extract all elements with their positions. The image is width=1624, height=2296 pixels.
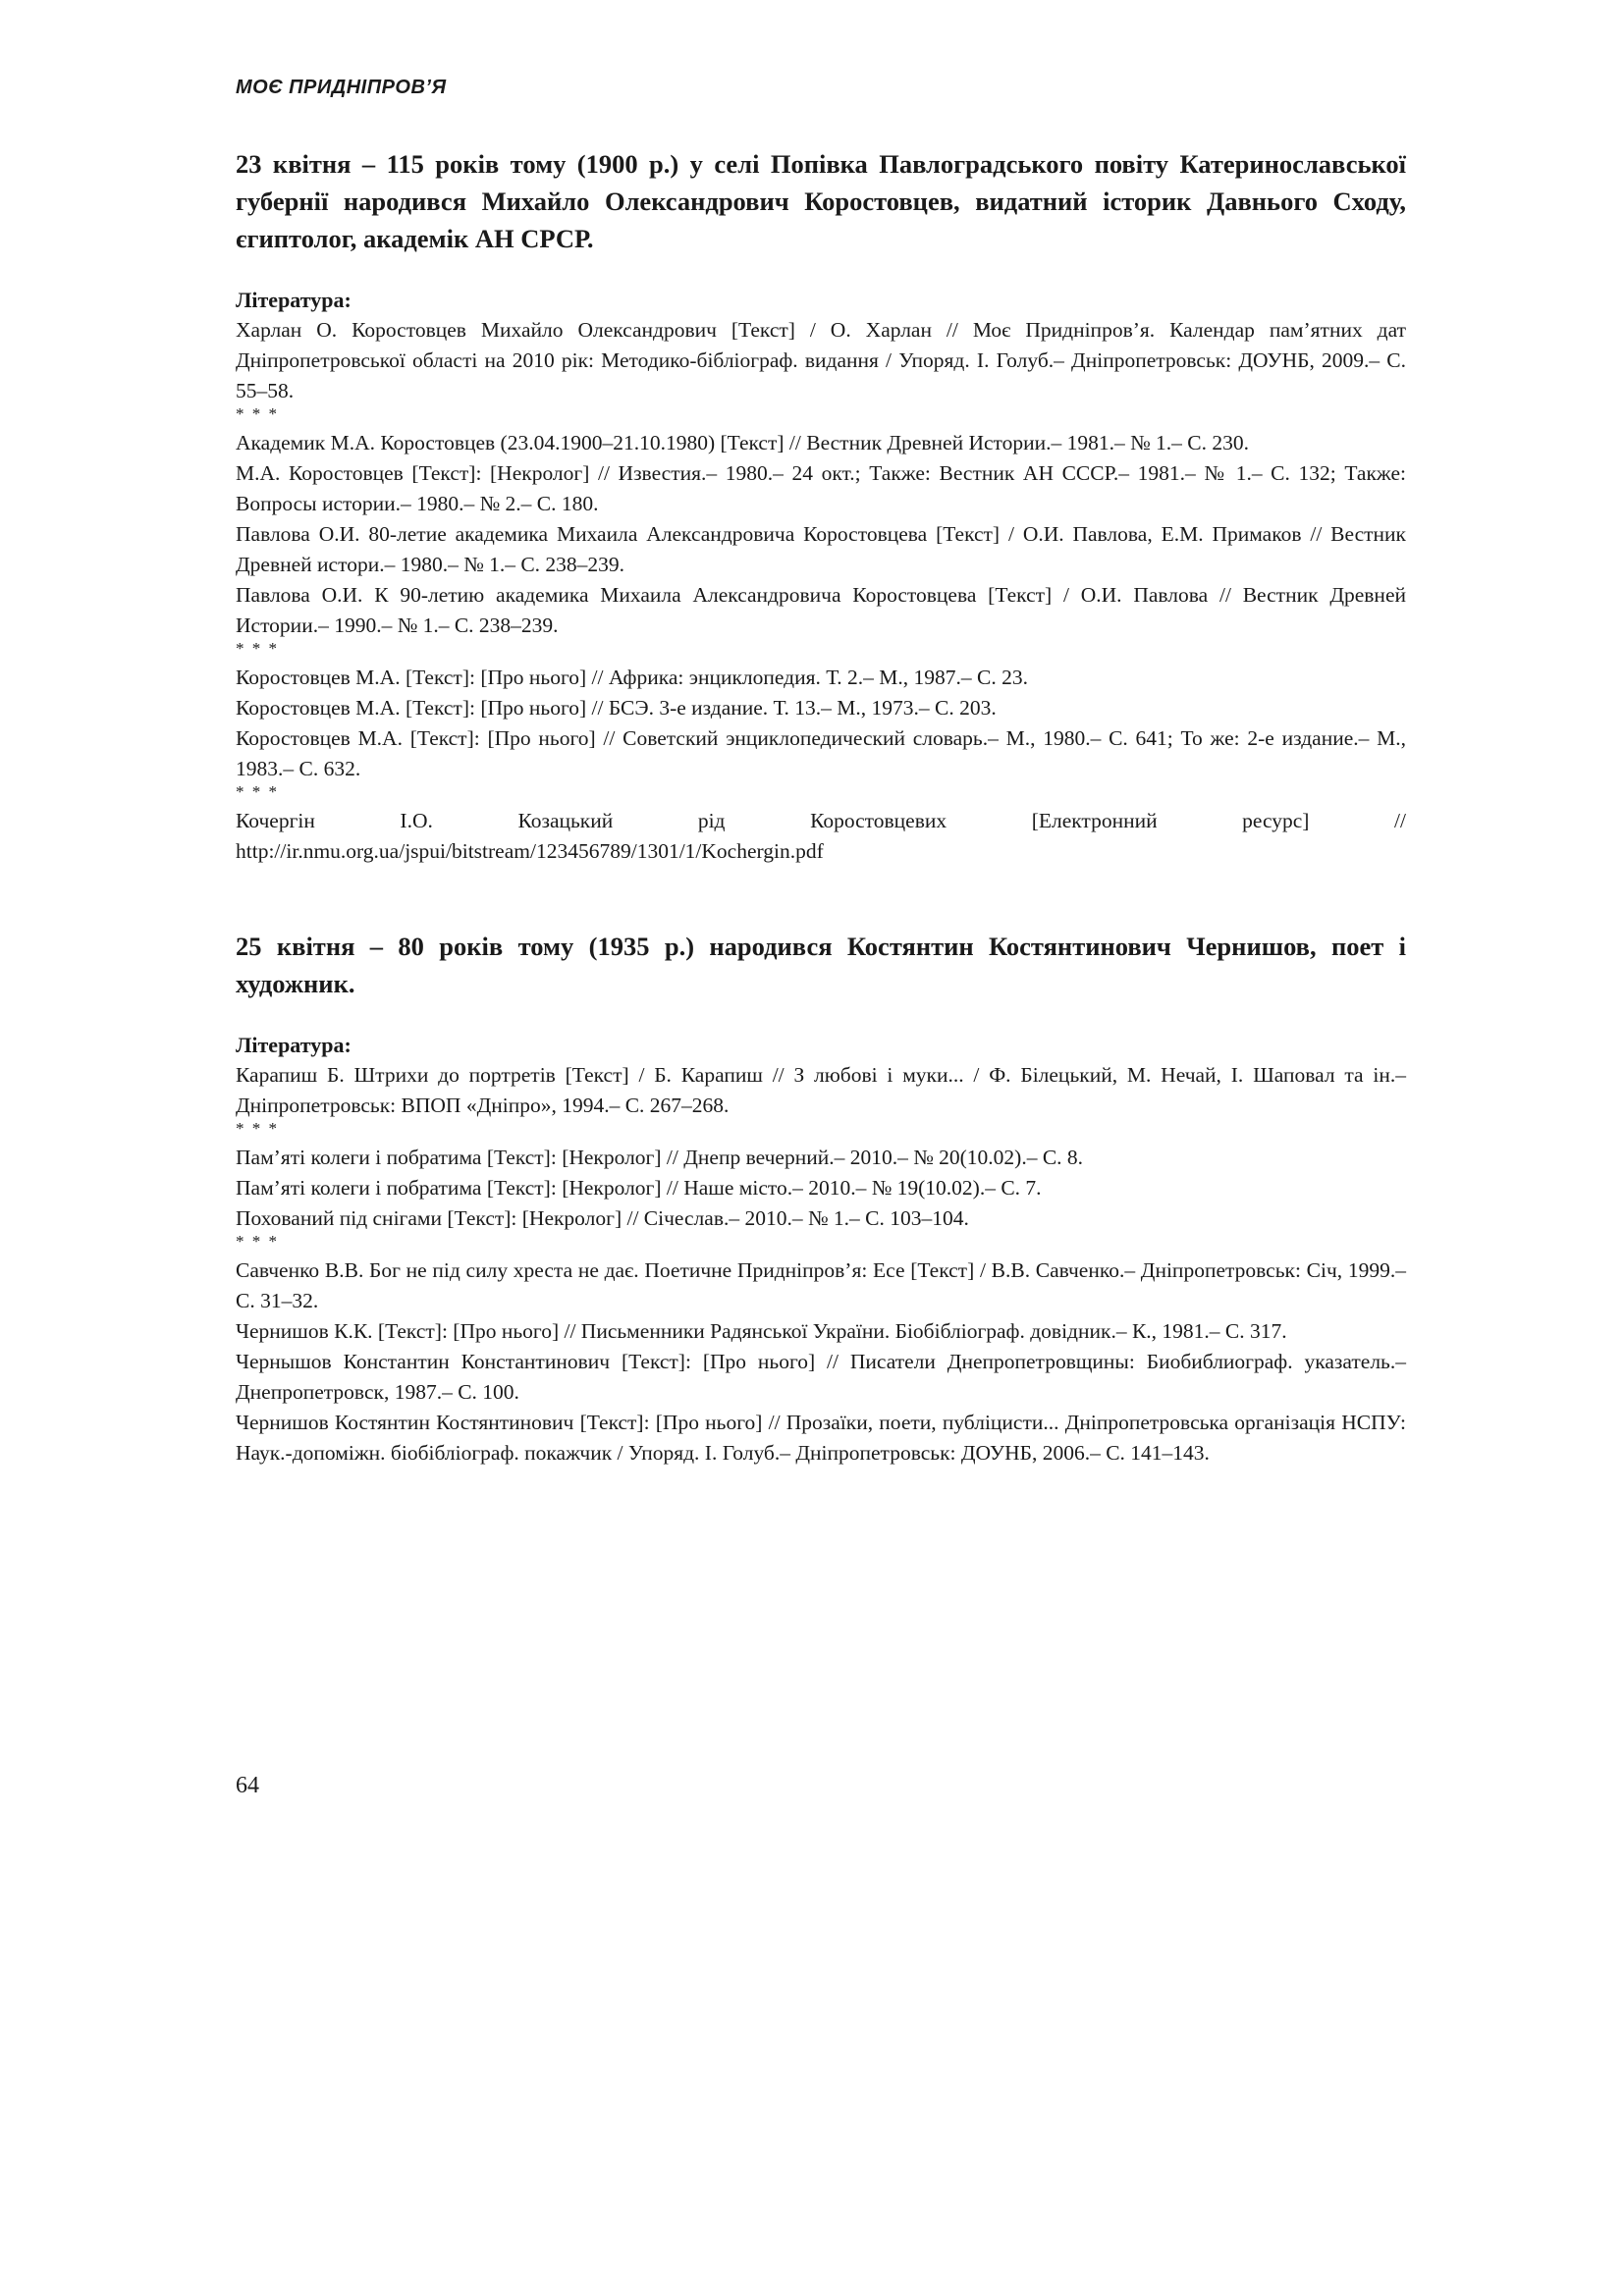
running-header: МОЄ ПРИДНІПРОВ’Я xyxy=(236,77,447,98)
reference-item: Чернишов Костянтин Костянтинович [Текст]: [Про нього] // Прозаїки, поети, публіцисти... Дніпропетровська організація НСПУ: Наук.-допоміжн. біобібліограф. покажчик / Упоряд. І. Голуб.– Дніпропетровськ: ДОУНБ, 2006.– С. 141–143. xyxy=(236,1411,1406,1465)
reference-item: Павлова О.И. 80-летие академика Михаила Александровича Коростовцева [Текст] / О.И. Павлова, Е.М. Примаков // Вестник Древней истори.– 1980.– № 1.– С. 238–239. xyxy=(236,522,1406,576)
reference-item: Чернишов К.К. [Текст]: [Про нього] // Письменники Радянської України. Біобібліограф. довідник.– К., 1981.– С. 317. xyxy=(236,1319,1287,1343)
literature-label: Література: xyxy=(236,288,352,312)
reference-item: Карапиш Б. Штрихи до портретів [Текст] / Б. Карапиш // З любові і муки... / Ф. Білецький, М. Нечай, І. Шаповал та ін.– Дніпропетровськ: ВПОП «Дніпро», 1994.– С. 267–268. xyxy=(236,1063,1406,1117)
page-number: 64 xyxy=(236,1773,259,1798)
reference-item: Савченко В.В. Бог не під силу хреста не дає. Поетичне Придніпров’я: Есе [Текст] / В.В. Савченко.– Дніпропетровськ: Січ, 1999.– С. 31–32. xyxy=(236,1258,1406,1312)
separator-asterisks: * * * xyxy=(236,1232,279,1251)
reference-item-url: Кочергін І.О. Козацький рід Коростовцевих [Електронний ресурс] // http://ir.nmu.org.ua/jspui/bitstream/123456789/1301/1/Kochergin.pdf xyxy=(236,809,1406,863)
reference-item: Чернышов Константин Константинович [Текст]: [Про нього] // Писатели Днепропетровщины: Биобиблиограф. указатель.– Днепропетровск, 1987.– С. 100. xyxy=(236,1350,1406,1404)
reference-item: Пам’яті колеги і побратима [Текст]: [Некролог] // Днепр вечерний.– 2010.– № 20(10.02).– С. 8. xyxy=(236,1146,1084,1169)
reference-item: Пам’яті колеги і побратима [Текст]: [Некролог] // Наше місто.– 2010.– № 19(10.02).– С. 7. xyxy=(236,1176,1042,1200)
reference-item: Коростовцев М.А. [Текст]: [Про нього] // Африка: энциклопедия. Т. 2.– М., 1987.– С. 23. xyxy=(236,666,1028,689)
reference-item: Харлан О. Коростовцев Михайло Олександрович [Текст] / О. Харлан // Моє Придніпров’я. Календар пам’ятних дат Дніпропетровської області на 2010 рік: Методико-бібліограф. видання / Упоряд. І. Голуб.– Дніпропетровськ: ДОУНБ, 2009.– С. 55–58. xyxy=(236,318,1406,402)
entry-title: 23 квітня – 115 років тому (1900 р.) у селі Попівка Павлоградського повіту Катеринославської губернії народився Михайло Олександрович Коростовцев, видатний історик Давнього Сходу, єгиптолог, академік АН СРСР. xyxy=(236,149,1406,253)
entry-title: 25 квітня – 80 років тому (1935 р.) народився Костянтин Костянтинович Чернишов, поет і художник. xyxy=(236,932,1406,998)
reference-item: Коростовцев М.А. [Текст]: [Про нього] // Советский энциклопедический словарь.– М., 1980.– С. 641; То же: 2-е издание.– М., 1983.– С. 632. xyxy=(236,726,1406,780)
reference-item: Коростовцев М.А. [Текст]: [Про нього] // БСЭ. 3-е издание. Т. 13.– М., 1973.– С. 203. xyxy=(236,696,997,720)
literature-label: Література: xyxy=(236,1033,352,1057)
reference-list xyxy=(236,315,1406,867)
reference-item: Академик М.А. Коростовцев (23.04.1900–21.10.1980) [Текст] // Вестник Древней Истории.– 1981.– № 1.– С. 230. xyxy=(236,431,1249,454)
reference-item: Павлова О.И. К 90-летию академика Михаила Александровича Коростовцева [Текст] / О.И. Павлова // Вестник Древней Истории.– 1990.– № 1.– С. 238–239. xyxy=(236,583,1406,637)
reference-item: М.А. Коростовцев [Текст]: [Некролог] // Известия.– 1980.– 24 окт.; Также: Вестник АН СССР.– 1981.– № 1.– С. 132; Также: Вопросы истории.– 1980.– № 2.– С. 180. xyxy=(236,461,1406,515)
reference-item: Похований під снігами [Текст]: [Некролог] // Січеслав.– 2010.– № 1.– С. 103–104. xyxy=(236,1206,969,1230)
page-content xyxy=(236,145,1406,1468)
reference-list xyxy=(236,1060,1406,1468)
separator-asterisks: * * * xyxy=(236,639,279,658)
separator-asterisks: * * * xyxy=(236,782,279,801)
separator-asterisks: * * * xyxy=(236,1119,279,1138)
calendar-entry-korostovtsev xyxy=(236,145,1406,867)
calendar-entry-chernyshov xyxy=(236,928,1406,1468)
separator-asterisks: * * * xyxy=(236,404,279,423)
